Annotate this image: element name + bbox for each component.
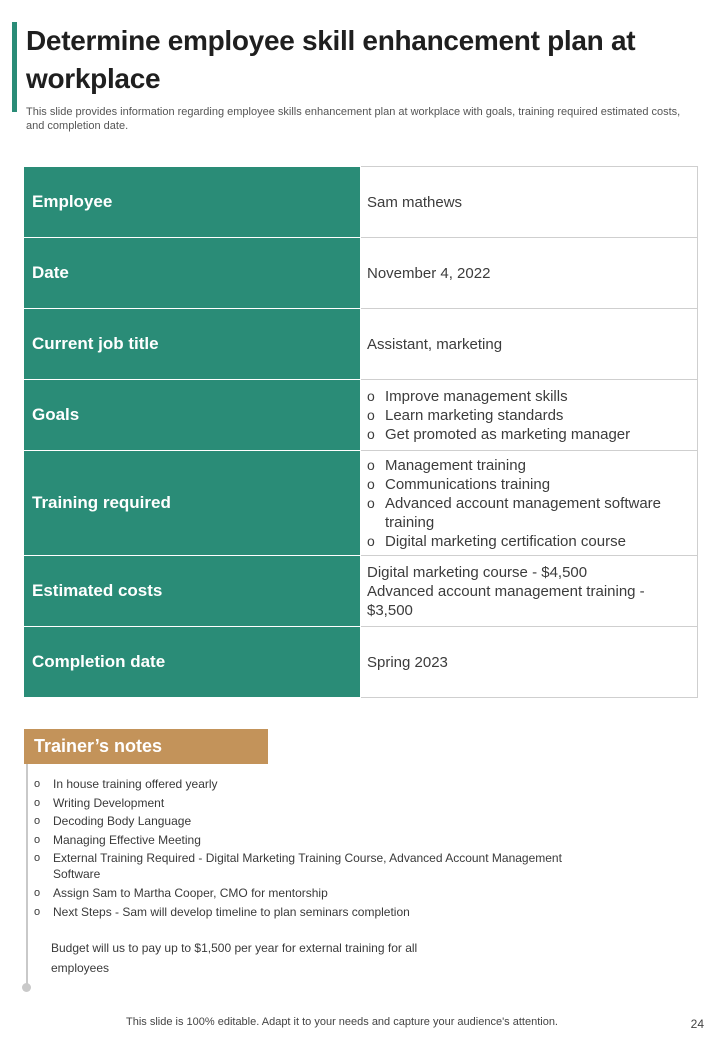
- trainer-notes-list: [34, 776, 574, 922]
- table-row-completion: [25, 627, 698, 698]
- table-row-goals: [25, 380, 698, 451]
- note-item: o Assign Sam to Martha Cooper, CMO for mentorship: [34, 885, 574, 901]
- table-row-training: [25, 451, 698, 556]
- completion-label: Completion date: [25, 627, 361, 698]
- training-item: o Communications training: [367, 475, 691, 494]
- completion-value: Spring 2023: [361, 627, 698, 698]
- table-row-employee: [25, 167, 698, 238]
- training-item: o Management training: [367, 456, 691, 475]
- job-title-label: Current job title: [25, 309, 361, 380]
- job-title-value: Assistant, marketing: [361, 309, 698, 380]
- trainer-notes-header: Trainer’s notes: [24, 729, 268, 764]
- table-row-job-title: [25, 309, 698, 380]
- goals-value: [361, 380, 698, 451]
- note-item: o Writing Development: [34, 795, 574, 811]
- note-item: o Managing Effective Meeting: [34, 832, 574, 848]
- skill-plan-table: [24, 166, 698, 698]
- employee-value: Sam mathews: [361, 167, 698, 238]
- notes-timeline-dot: [22, 983, 31, 992]
- table-row-date: [25, 238, 698, 309]
- goals-list: [367, 387, 691, 444]
- goal-item: o Get promoted as marketing manager: [367, 425, 691, 444]
- note-item: o Next Steps - Sam will develop timeline to plan seminars completion: [34, 904, 574, 920]
- training-item: o Digital marketing certification course: [367, 532, 691, 551]
- cost-line: Advanced account management training - $3,500: [367, 582, 645, 619]
- costs-value: [361, 556, 698, 627]
- notes-timeline-line: [26, 764, 28, 986]
- training-list: [367, 456, 691, 551]
- date-value: November 4, 2022: [361, 238, 698, 309]
- page-title: Determine employee skill enhancement plan at workplace: [26, 25, 636, 94]
- note-item: o Decoding Body Language: [34, 813, 574, 829]
- goals-label: Goals: [25, 380, 361, 451]
- training-item: o Advanced account management software training: [367, 494, 691, 532]
- date-label: Date: [25, 238, 361, 309]
- goal-item: o Improve management skills: [367, 387, 691, 406]
- page-subtitle: This slide provides information regarding employee skills enhancement plan at workplace with goals, training required estimated costs, and completion date.: [26, 106, 681, 132]
- note-item: o In house training offered yearly: [34, 776, 574, 792]
- note-item: o External Training Required - Digital Marketing Training Course, Advanced Account Management Software: [34, 850, 574, 882]
- footer-text: This slide is 100% editable. Adapt it to your needs and capture your audience's attention.: [126, 1016, 558, 1028]
- cost-line: Digital marketing course - $4,500: [367, 563, 588, 581]
- training-value: [361, 451, 698, 556]
- title-accent-bar: [12, 22, 17, 112]
- goal-item: o Learn marketing standards: [367, 406, 691, 425]
- page-number: 24: [690, 1017, 704, 1031]
- employee-label: Employee: [25, 167, 361, 238]
- footer-note: [0, 1016, 694, 1028]
- costs-label: Estimated costs: [25, 556, 361, 627]
- training-label: Training required: [25, 451, 361, 556]
- budget-note: Budget will us to pay up to $1,500 per year for external training for all employees: [51, 941, 418, 975]
- table-row-costs: [25, 556, 698, 627]
